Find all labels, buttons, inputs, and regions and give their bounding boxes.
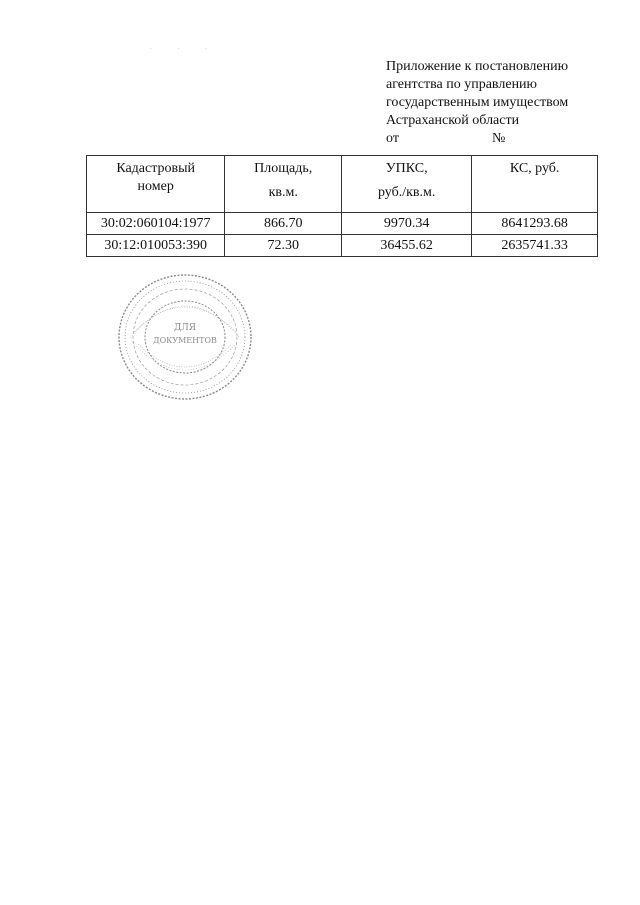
- scan-speck-marks: · · ·: [150, 46, 219, 52]
- cell-cadastral-number: 30:12:010053:390: [87, 235, 225, 257]
- number-label: №: [492, 131, 506, 146]
- header-cadastral-number-line2: номер: [137, 179, 174, 194]
- stamp-text-1: ДЛЯ: [173, 323, 197, 333]
- header-upks-line1: УПКС,: [385, 161, 428, 176]
- cell-area: 866.70: [225, 213, 342, 235]
- cell-ks: 8641293.68: [472, 213, 598, 235]
- table-row: [87, 235, 598, 257]
- header-area-line1: Площадь,: [254, 161, 313, 176]
- header-area: [225, 156, 342, 213]
- stamp-text-2: ДОКУМЕНТОВ: [153, 336, 217, 345]
- header-cadastral-number-line1: Кадастровый: [116, 161, 196, 176]
- appendix-line-4: Астраханской области: [386, 113, 520, 128]
- cell-cadastral-number: 30:02:060104:1977: [87, 213, 225, 235]
- header-area-line2: кв.м.: [268, 185, 298, 200]
- appendix-line-3: государственным имуществом: [386, 95, 569, 110]
- table-header-row: [87, 156, 598, 213]
- appendix-header: [386, 58, 626, 148]
- date-label: от: [386, 131, 399, 146]
- cell-upks: 9970.34: [342, 213, 472, 235]
- table-row: [87, 213, 598, 235]
- header-upks: [342, 156, 472, 213]
- cell-area: 72.30: [225, 235, 342, 257]
- date-number-line: [386, 130, 626, 148]
- header-ks-line1: КС, руб.: [509, 161, 560, 176]
- official-seal-stamp: [116, 272, 254, 402]
- cadastral-value-table: [86, 155, 598, 257]
- header-cadastral-number: [87, 156, 225, 213]
- cell-ks: 2635741.33: [472, 235, 598, 257]
- cell-upks: 36455.62: [342, 235, 472, 257]
- appendix-line-2: агентства по управлению: [386, 77, 538, 92]
- appendix-line-1: Приложение к постановлению: [386, 59, 569, 74]
- header-upks-line2: руб./кв.м.: [377, 185, 436, 200]
- header-ks: [472, 156, 598, 213]
